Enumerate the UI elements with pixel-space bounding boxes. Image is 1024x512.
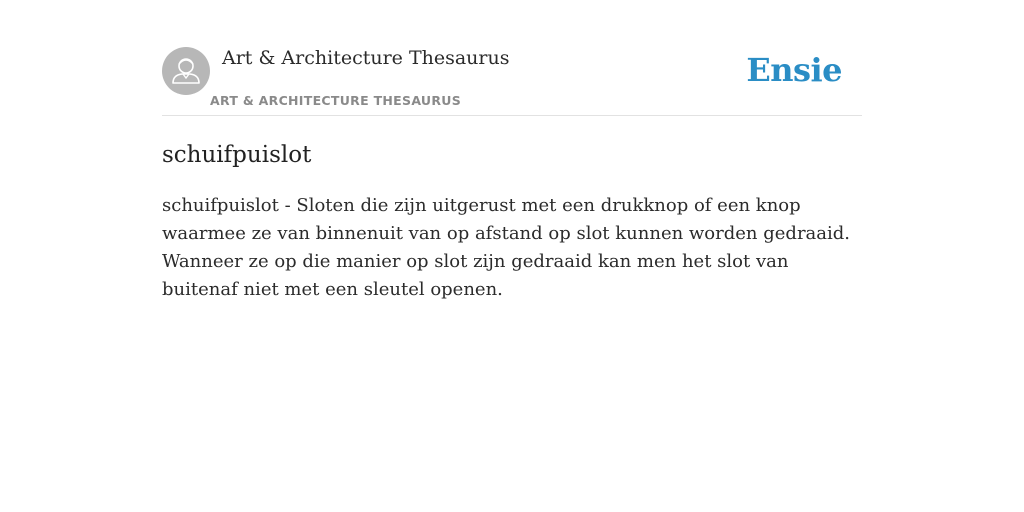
author-avatar[interactable]	[162, 47, 210, 95]
entry-title: schuifpuislot	[162, 142, 312, 168]
author-subtitle: ART & ARCHITECTURE THESAURUS	[210, 93, 462, 108]
page-container	[162, 0, 862, 512]
author-name-link[interactable]: Art & Architecture Thesaurus	[222, 47, 510, 69]
entry-header	[162, 0, 862, 116]
user-icon	[162, 47, 210, 95]
entry-definition: schuifpuislot - Sloten die zijn uitgerust met een drukknop of een knop waarmee ze van binnenuit van op afstand op slot kunnen worden gedraaid. Wanneer ze op die manier op slot zijn gedraaid kan men het slot van buitenaf niet met een sleutel openen.	[162, 195, 851, 300]
ensie-logo[interactable]: Ensie	[746, 51, 842, 89]
